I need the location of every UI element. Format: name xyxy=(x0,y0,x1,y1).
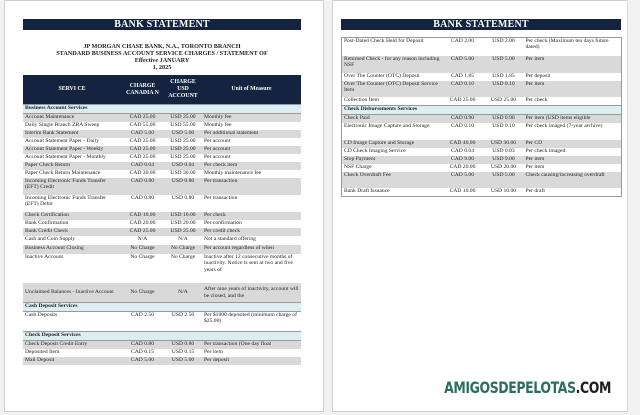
cell-service: Incoming Electronic Funds Transfer (EFT) Debit xyxy=(23,195,121,212)
table-row xyxy=(23,341,301,350)
cell-service: Paper Check Return Maintenance xyxy=(23,170,121,178)
table-row xyxy=(23,178,301,195)
cell-cad: CAD 0.80 xyxy=(121,195,164,212)
cell-unit: Per transaction xyxy=(202,195,301,212)
cell-cad: CAD 9.00 xyxy=(442,156,484,164)
cell-service: Cash and Coin Supply xyxy=(23,236,121,245)
table-row xyxy=(342,115,622,124)
cell-service: Account Statement Paper - Monthly xyxy=(23,154,121,162)
cell-unit: Per item xyxy=(524,156,622,164)
cell-service: Incoming Electronic Funds Transfer (EFT) Credit xyxy=(23,178,121,195)
cell-unit: Per additional statement xyxy=(202,130,301,138)
cell-cad: CAD 0.04 xyxy=(121,162,164,170)
cell-service: Collection Item xyxy=(342,97,442,106)
watermark-name: AMIGOSDEPELOTAS xyxy=(444,378,576,397)
cell-service: Deposited Item xyxy=(23,349,121,357)
section-header xyxy=(23,332,301,341)
section-title: Cash Deposit Services xyxy=(23,303,301,312)
cell-cad: CAD 30.00 xyxy=(121,170,164,178)
cell-unit: Per item (USD items eligible xyxy=(524,115,622,124)
cell-cad: CAD 25.00 xyxy=(121,228,164,236)
cell-unit: Not a standard offering xyxy=(202,236,301,245)
cell-unit: Per $1000 deposited (minimum charge of $25.00) xyxy=(202,312,301,327)
cell-service: Account Statement Paper - Weekly xyxy=(23,146,121,154)
charges-table-continued xyxy=(341,37,622,197)
table-row xyxy=(342,156,622,164)
table-row xyxy=(342,123,622,140)
cell-cad: CAD 1.85 xyxy=(442,73,484,81)
cell-service: NSF Charge xyxy=(342,164,442,172)
table-row xyxy=(23,162,301,170)
table-row xyxy=(23,357,301,365)
table-row xyxy=(342,188,622,197)
cell-cad: CAD 2.50 xyxy=(121,312,164,327)
cell-usd: No Charge xyxy=(164,254,202,283)
cell-unit: Per item xyxy=(524,56,622,73)
cell-unit: Per item xyxy=(524,81,622,97)
cell-cad: CAD 40.00 xyxy=(442,140,484,148)
cell-cad: CAD 20.00 xyxy=(121,220,164,228)
scrollbar[interactable] xyxy=(627,0,636,412)
cell-usd: USD 2.00 xyxy=(484,38,524,57)
cell-unit: Per account xyxy=(202,154,301,162)
cell-usd: N/A xyxy=(164,236,202,245)
cell-service: Electronic Image Capture and Storage xyxy=(342,123,442,140)
cell-cad: No Charge xyxy=(121,245,164,254)
cell-usd: USD 1.85 xyxy=(484,73,524,81)
table-row xyxy=(23,146,301,154)
cell-usd: USD 5.00 xyxy=(164,357,202,365)
cell-service: Interim Bank Statement xyxy=(23,130,121,138)
statement-page-2 xyxy=(332,0,628,412)
cell-cad: CAD 25.00 xyxy=(442,97,484,106)
cell-usd: USD 30.00 xyxy=(484,140,524,148)
cell-unit: Per transaction (One day float xyxy=(202,341,301,350)
table-row xyxy=(23,236,301,245)
table-row xyxy=(23,138,301,146)
cell-usd: USD 0.10 xyxy=(484,81,524,97)
cell-cad: CAD 25.00 xyxy=(121,138,164,146)
column-header-usd: CHARGE USD ACCOUNT xyxy=(164,75,202,105)
cell-usd: USD 5.00 xyxy=(484,56,524,73)
cell-unit: Per transaction xyxy=(202,178,301,195)
cell-unit: Per account xyxy=(202,138,301,146)
cell-usd: USD 0.80 xyxy=(164,341,202,350)
watermark-logo xyxy=(444,378,611,397)
cell-service: Check Certification xyxy=(23,212,121,220)
cell-service: Account Statement Paper - Daily xyxy=(23,138,121,146)
cell-unit: Per deposit xyxy=(524,73,622,81)
cell-cad: CAD 5.00 xyxy=(121,130,164,138)
cell-usd: USD 10.00 xyxy=(164,212,202,220)
table-row xyxy=(23,122,301,130)
table-row xyxy=(23,170,301,178)
cell-cad: N/A xyxy=(121,236,164,245)
cell-usd: USD 0.10 xyxy=(484,123,524,140)
cell-service: Check Overdraft Fee xyxy=(342,172,442,188)
cell-unit: Per check imaged xyxy=(524,148,622,156)
table-row xyxy=(23,212,301,220)
cell-usd: USD 25.00 xyxy=(164,228,202,236)
cell-service: Daily Single Branch ZBA Sweep xyxy=(23,122,121,130)
table-header xyxy=(23,75,301,105)
cell-cad: CAD 0.15 xyxy=(121,349,164,357)
cell-unit: Per credit check xyxy=(202,228,301,236)
cell-service: Over The Counter (OTC) Deposit xyxy=(342,73,442,81)
cell-service: Business Account Closing xyxy=(23,245,121,254)
cell-service: Stop Payment xyxy=(342,156,442,164)
table-row xyxy=(23,312,301,327)
cell-usd: USD 0.04 xyxy=(164,162,202,170)
section-header xyxy=(23,303,301,312)
statement-subtitle: STANDARD BUSINESS ACCOUNT SERVICE CHARGES / STATEMENT OF xyxy=(56,50,268,57)
cell-service: Bank Credit Check xyxy=(23,228,121,236)
cell-usd: USD 25.00 xyxy=(484,97,524,106)
table-row xyxy=(23,349,301,357)
cell-unit: Per check xyxy=(524,97,622,106)
cell-usd: USD 25.00 xyxy=(164,114,202,123)
cell-service: Mail Deposit xyxy=(23,357,121,365)
cell-cad: CAD 25.00 xyxy=(121,154,164,162)
cell-usd: USD 10.00 xyxy=(484,188,524,197)
cell-service: Inactive Account xyxy=(23,254,121,283)
section-title: Check Deposit Services xyxy=(23,332,301,341)
section-title: Business Account Services xyxy=(23,105,301,114)
cell-usd: USD 25.00 xyxy=(164,146,202,154)
table-row xyxy=(23,195,301,212)
column-header-unit: Unit of Measure xyxy=(202,75,301,105)
cell-cad: CAD 0.80 xyxy=(121,341,164,350)
table-row xyxy=(342,148,622,156)
cell-unit: Per account xyxy=(202,146,301,154)
cell-cad: CAD 20.00 xyxy=(442,164,484,172)
cell-cad: CAD 55.00 xyxy=(121,122,164,130)
watermark-domain: .COM xyxy=(575,378,611,397)
cell-service: Over The Counter (OTC) Deposit Service Item xyxy=(342,81,442,97)
effective-date: Effective JANUARY xyxy=(134,57,190,64)
cell-usd: USD 0.90 xyxy=(484,115,524,124)
cell-cad: CAD 10.00 xyxy=(121,212,164,220)
cell-unit: Per item xyxy=(202,349,301,357)
statement-page-1 xyxy=(4,0,324,412)
section-title: Check Disbursements Services xyxy=(342,106,622,115)
page-title: BANK STATEMENT xyxy=(23,19,301,30)
table-row xyxy=(23,130,301,138)
table-row xyxy=(342,56,622,73)
cell-usd: USD 20.00 xyxy=(164,220,202,228)
table-row xyxy=(342,81,622,97)
table-row xyxy=(342,172,622,188)
cell-unit: Inactive after 12 consecutive months of inactivity. Notice is sent at two and five years of xyxy=(202,254,301,283)
cell-service: Check Paid xyxy=(342,115,442,124)
cell-service: Check Deposit Credit Entry xyxy=(23,341,121,350)
cell-usd: USD 9.00 xyxy=(484,156,524,164)
table-row xyxy=(23,220,301,228)
cell-usd: No Charge xyxy=(164,245,202,254)
statement-heading xyxy=(23,43,301,71)
cell-service: CD Check Imaging Service xyxy=(342,148,442,156)
table-row xyxy=(342,97,622,106)
table-row xyxy=(342,140,622,148)
table-row xyxy=(342,38,622,57)
cell-cad: CAD 0.10 xyxy=(442,123,484,140)
column-header-cad: CHARGE CANADIA N xyxy=(121,75,164,105)
cell-unit: Per account regardless of when xyxy=(202,245,301,254)
cell-unit: Monthly maintenance fee xyxy=(202,170,301,178)
cell-service: Bank Confirmation xyxy=(23,220,121,228)
table-row xyxy=(342,73,622,81)
cell-cad: CAD 5.00 xyxy=(442,172,484,188)
cell-service: Account Maintenance xyxy=(23,114,121,123)
cell-cad: CAD 0.80 xyxy=(121,178,164,195)
cell-unit: Per check xyxy=(202,212,301,220)
cell-usd: USD 25.00 xyxy=(164,138,202,146)
cell-usd: USD 0.03 xyxy=(484,148,524,156)
table-row xyxy=(23,228,301,236)
cell-cad: CAD 0.90 xyxy=(442,115,484,124)
cell-unit: Check causing/increasing overdraft xyxy=(524,172,622,188)
table-row xyxy=(23,154,301,162)
cell-service: Post-Dated Check Held for Deposit xyxy=(342,38,442,57)
cell-cad: CAD 0.10 xyxy=(442,81,484,97)
charges-table xyxy=(23,75,301,365)
cell-usd: USD 5.00 xyxy=(484,172,524,188)
cell-usd: USD 0.80 xyxy=(164,178,202,195)
cell-usd: USD 25.00 xyxy=(164,154,202,162)
cell-unit: Per item xyxy=(524,164,622,172)
cell-cad: CAD 25.00 xyxy=(121,114,164,123)
table-row xyxy=(23,114,301,123)
table-row xyxy=(23,245,301,254)
cell-usd: USD 20.00 xyxy=(484,164,524,172)
column-header-service: SERVI CE xyxy=(23,75,121,105)
cell-unit: Per check item xyxy=(202,162,301,170)
cell-usd: USD 30.00 xyxy=(164,170,202,178)
cell-cad: No Charge xyxy=(121,283,164,303)
cell-cad: CAD 0.04 xyxy=(442,148,484,156)
cell-unit: Per confirmation xyxy=(202,220,301,228)
cell-cad: CAD 5.00 xyxy=(121,357,164,365)
table-row xyxy=(23,283,301,303)
section-header xyxy=(23,105,301,114)
cell-cad: CAD 25.00 xyxy=(121,146,164,154)
cell-unit: Per CD xyxy=(524,140,622,148)
table-row xyxy=(342,164,622,172)
cell-service: Paper Check Return xyxy=(23,162,121,170)
cell-service: Cash Deposits xyxy=(23,312,121,327)
section-header xyxy=(342,106,622,115)
cell-unit: Per check imaged (7-year archive) xyxy=(524,123,622,140)
cell-unit: Monthly fee xyxy=(202,122,301,130)
table-row xyxy=(23,254,301,283)
cell-service: Returned Check - for any reason including NSF xyxy=(342,56,442,73)
cell-unit: Per draft xyxy=(524,188,622,197)
cell-unit: Monthly fee xyxy=(202,114,301,123)
cell-service: Bank Draft Issuance xyxy=(342,188,442,197)
cell-cad: CAD 5.00 xyxy=(442,56,484,73)
bank-name: JP MORGAN CHASE BANK, N.A., TORONTO BRANCH xyxy=(83,43,241,50)
cell-service: Unclaimed Balances - Inactive Account xyxy=(23,283,121,303)
cell-cad: CAD 2.00 xyxy=(442,38,484,57)
cell-unit: Per check (Maximum ten days future dated) xyxy=(524,38,622,57)
cell-unit: After nine years of inactivity, account will be closed, and the xyxy=(202,283,301,303)
cell-usd: N/A xyxy=(164,283,202,303)
cell-service: CD Image Capture and Storage xyxy=(342,140,442,148)
cell-usd: USD 0.15 xyxy=(164,349,202,357)
page-title-2: BANK STATEMENT xyxy=(341,19,621,30)
cell-cad: No Charge xyxy=(121,254,164,283)
cell-unit: Per deposit xyxy=(202,357,301,365)
cell-usd: USD 2.50 xyxy=(164,312,202,327)
cell-cad: CAD 10.00 xyxy=(442,188,484,197)
cell-usd: USD 0.80 xyxy=(164,195,202,212)
cell-usd: USD 55.00 xyxy=(164,122,202,130)
cell-usd: USD 5.00 xyxy=(164,130,202,138)
effective-date-year: 1, 2025 xyxy=(152,64,172,71)
